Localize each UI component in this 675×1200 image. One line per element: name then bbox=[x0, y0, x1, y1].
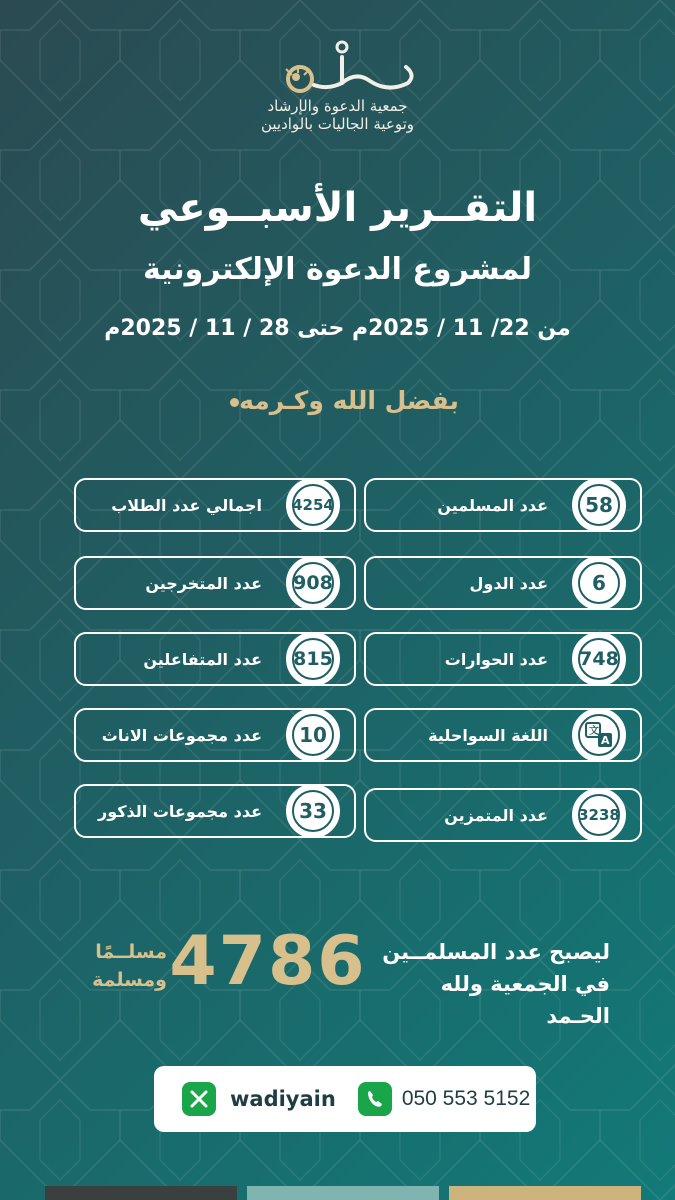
logo bbox=[0, 35, 675, 133]
stat-label: عدد المتفاعلين bbox=[143, 649, 262, 669]
bullet-icon bbox=[230, 398, 239, 407]
stat-card-male-groups bbox=[74, 784, 356, 838]
stat-value: 4254 bbox=[292, 496, 334, 514]
total-muslims-number: 4786 bbox=[169, 922, 367, 1001]
stat-card-graduates bbox=[74, 556, 356, 610]
translate-icon-circle bbox=[572, 708, 626, 762]
stat-card-muslims bbox=[364, 478, 642, 532]
report-date-range: من 22/ 11 / 2025م حتى 28 / 11 / 2025م bbox=[104, 316, 571, 341]
phone-number[interactable]: 050 553 5152 bbox=[401, 1087, 531, 1110]
report-title: التقــرير الأسبــوعي bbox=[137, 185, 538, 231]
stat-value: 10 bbox=[299, 723, 327, 747]
stat-label: عدد المتخرجين bbox=[145, 573, 262, 593]
bottom-bar-gold bbox=[449, 1186, 641, 1200]
total-unit-line2: ومسلمة bbox=[92, 969, 167, 991]
stat-card-total-students bbox=[74, 478, 356, 532]
stat-value: 6 bbox=[592, 571, 606, 595]
stat-label: عدد مجموعات الاناث bbox=[101, 725, 262, 745]
stat-value: 33 bbox=[299, 799, 327, 823]
stat-label: اجمالي عدد الطلاب bbox=[111, 495, 262, 515]
stat-label: عدد الدول bbox=[469, 573, 548, 593]
stat-card-countries bbox=[364, 556, 642, 610]
report-subtitle: لمشروع الدعوة الإلكترونية bbox=[142, 252, 533, 287]
stat-label: اللغة السواحلية bbox=[428, 725, 548, 745]
total-caption-line1: ليصبح عدد المسلمــين bbox=[382, 940, 610, 964]
total-unit-text bbox=[65, 938, 167, 994]
stat-value: 908 bbox=[293, 572, 333, 594]
x-social-icon[interactable] bbox=[182, 1082, 216, 1116]
stat-card-female-groups bbox=[74, 708, 356, 762]
stat-label: عدد مجموعات الذكور bbox=[97, 801, 262, 821]
stat-card-interactors bbox=[74, 632, 356, 686]
stat-value-circle bbox=[286, 632, 340, 686]
stat-card-trainees bbox=[364, 788, 642, 842]
stat-label: عدد الحوارات bbox=[444, 649, 548, 669]
stat-value: 58 bbox=[585, 493, 613, 517]
svg-text:文: 文 bbox=[589, 726, 599, 737]
social-handle[interactable]: wadiyain bbox=[230, 1087, 336, 1111]
stat-value: 815 bbox=[293, 648, 333, 670]
stat-value-circle bbox=[286, 784, 340, 838]
total-caption bbox=[378, 936, 610, 1032]
subheading-text: بفضل الله وكـرمه bbox=[239, 386, 459, 415]
stat-value-circle bbox=[286, 556, 340, 610]
stat-label: عدد المسلمين bbox=[437, 495, 548, 515]
stat-value-circle bbox=[286, 478, 340, 532]
logo-mark bbox=[238, 35, 438, 95]
phone-icon[interactable] bbox=[358, 1082, 392, 1116]
stat-value-circle bbox=[572, 556, 626, 610]
stat-label: عدد المتمزين bbox=[444, 805, 548, 825]
contact-box bbox=[154, 1066, 536, 1132]
stat-card-language bbox=[364, 708, 642, 762]
bottom-bar-teal bbox=[247, 1186, 439, 1200]
stat-value: 3238 bbox=[578, 806, 620, 824]
total-caption-line2: في الجمعية ولله الحـمد bbox=[440, 972, 610, 1028]
stat-value-circle bbox=[286, 708, 340, 762]
logo-org-subtitle: وتوعية الجاليات بالواديين bbox=[260, 115, 415, 133]
translate-icon bbox=[584, 720, 614, 750]
stat-value: 748 bbox=[579, 648, 619, 670]
stat-value-circle bbox=[572, 632, 626, 686]
logo-org-name: جمعية الدعوة والإرشاد bbox=[267, 97, 408, 115]
subheading bbox=[0, 386, 675, 415]
svg-text:A: A bbox=[601, 734, 610, 747]
total-unit-line1: مسلــمًا bbox=[95, 941, 167, 963]
bottom-bar-dark bbox=[45, 1186, 237, 1200]
stat-value-circle bbox=[572, 478, 626, 532]
stat-card-dialogues bbox=[364, 632, 642, 686]
stat-value-circle bbox=[572, 788, 626, 842]
